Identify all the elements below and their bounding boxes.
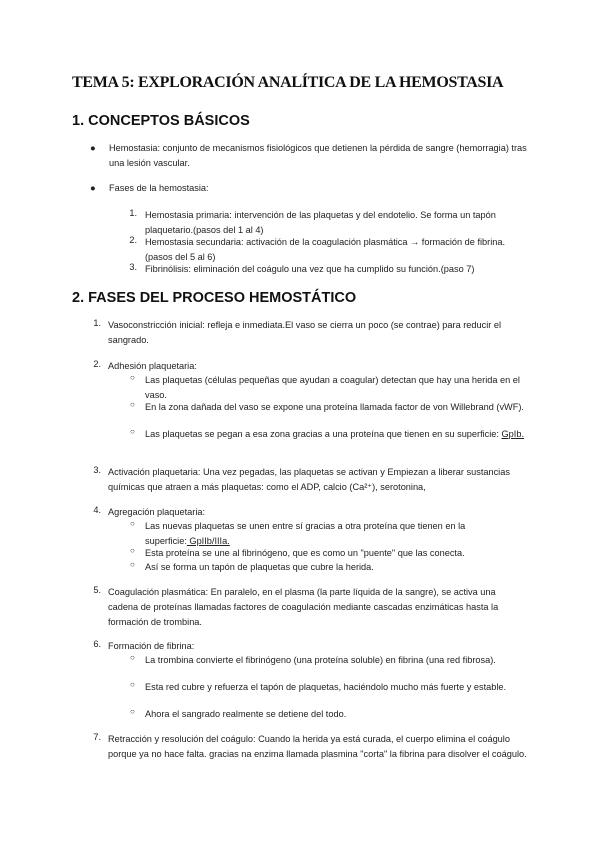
circle-bullet-icon: ○: [130, 373, 135, 382]
sub-item: Esta red cubre y refuerza el tapón de plaquetas, haciéndolo mucho más fuerte y estable.: [145, 682, 507, 692]
step-text: Activación plaquetaria: Una vez pegadas, las plaquetas se activan y Empiezan a liberar sustancias químicas que atraen a más plaquetas: como el ADP, calcio (Ca²⁺), serotonina,: [108, 467, 510, 492]
section-1-heading: 1. CONCEPTOS BÁSICOS: [72, 113, 250, 129]
list-number: 4.: [93, 505, 101, 515]
step-text: Formación de fibrina:: [108, 641, 195, 651]
circle-bullet-icon: ○: [130, 560, 135, 569]
circle-bullet-icon: ○: [130, 519, 135, 528]
sub-item: Las nuevas plaquetas se unen entre sí gracias a otra proteína que tienen en la superficie: GpIIb/IIIa.: [145, 521, 466, 546]
list-number: 2.: [129, 235, 137, 245]
circle-bullet-icon: ○: [130, 427, 135, 436]
list-number: 5.: [93, 585, 101, 595]
sub-item: Las plaquetas (células pequeñas que ayudan a coagular) detectan que hay una herida en el vaso.: [145, 375, 520, 400]
step-text: Agregación plaquetaria:: [108, 507, 206, 517]
sub-item: La trombina convierte el fibrinógeno (una proteína soluble) en fibrina (una red fibrosa).: [145, 655, 496, 665]
list-number: 3.: [129, 262, 137, 272]
concept-hemostasia: Hemostasia: conjunto de mecanismos fisiológicos que detienen la pérdida de sangre (hemorragia) tras una lesión vascular.: [109, 143, 527, 168]
circle-bullet-icon: ○: [130, 707, 135, 716]
circle-bullet-icon: ○: [130, 680, 135, 689]
sub-item: Las plaquetas se pegan a esa zona gracias a una proteína que tienen en su superficie: GpIb.: [145, 429, 525, 439]
step-text: Coagulación plasmática: En paralelo, en el plasma (la parte líquida de la sangre), se activa una cadena de proteínas llamadas factores de coagulación mediante cascadas enzimáticas hasta la formación de trombina.: [108, 587, 499, 627]
concept-fases: Fases de la hemostasia:: [109, 183, 209, 193]
section-2-heading: 2. FASES DEL PROCESO HEMOSTÁTICO: [72, 290, 357, 306]
bullet-icon: ●: [90, 143, 96, 154]
sub-item: Ahora el sangrado realmente se detiene del todo.: [145, 709, 347, 719]
step-text: Retracción y resolución del coágulo: Cuando la herida ya está curada, el cuerpo elimina el coágulo porque ya no hace falta. gracias na enzima llamada plasmina "corta" la fibrina para disolver el coágulo.: [108, 734, 527, 759]
list-number: 3.: [93, 465, 101, 475]
sub-item: En la zona dañada del vaso se expone una proteína llamada factor de von Willebrand (vWF).: [145, 402, 524, 412]
bullet-icon: ●: [90, 183, 96, 194]
list-number: 6.: [93, 639, 101, 649]
list-number: 2.: [93, 359, 101, 369]
circle-bullet-icon: ○: [130, 400, 135, 409]
step-text: Adhesión plaquetaria:: [108, 361, 197, 371]
phase-item: Hemostasia secundaria: activación de la coagulación plasmática → formación de fibrina. (pasos del 5 al 6): [145, 237, 506, 262]
step-text: Vasoconstricción inicial: refleja e inmediata.El vaso se cierra un poco (se contrae) para reducir el sangrado.: [108, 320, 502, 345]
sub-item: Esta proteína se une al fibrinógeno, que es como un "puente" que las conecta.: [145, 548, 465, 558]
list-number: 1.: [129, 208, 137, 218]
circle-bullet-icon: ○: [130, 653, 135, 662]
gpiib-label: GpIIb/IIIa.: [186, 536, 230, 546]
list-number: 1.: [93, 318, 101, 328]
sub-item: Así se forma un tapón de plaquetas que cubre la herida.: [145, 562, 374, 572]
list-number: 7.: [93, 732, 101, 742]
page-title: TEMA 5: EXPLORACIÓN ANALÍTICA DE LA HEMOSTASIA: [72, 74, 504, 91]
circle-bullet-icon: ○: [130, 546, 135, 555]
phase-item: Fibrinólisis: eliminación del coágulo una vez que ha cumplido su función.(paso 7): [145, 264, 475, 274]
phase-item: Hemostasia primaria: intervención de las plaquetas y del endotelio. Se forma un tapón plaquetario.(pasos del 1 al 4): [145, 210, 496, 235]
gpib-label: GpIb.: [501, 429, 525, 439]
